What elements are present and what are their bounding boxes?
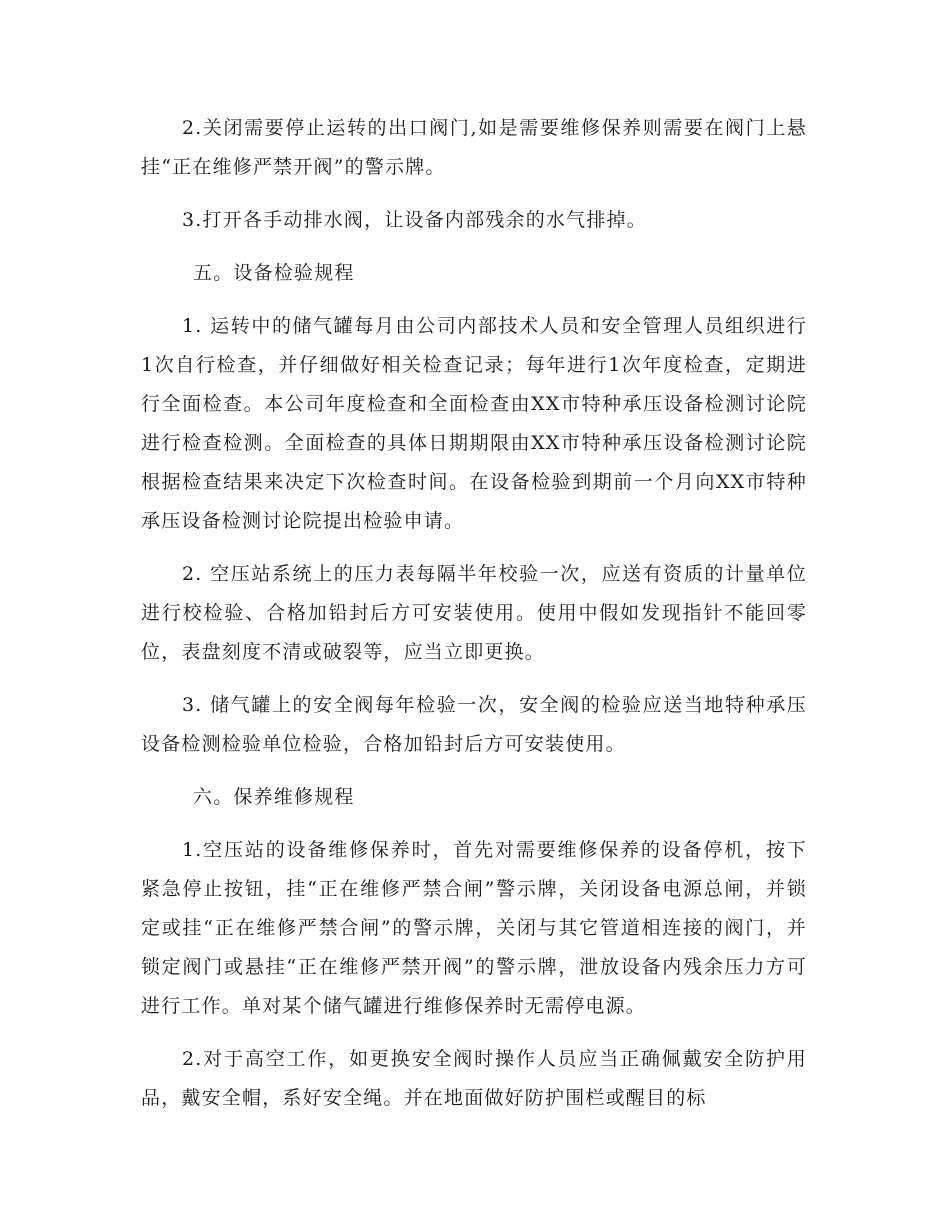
paragraph-pressure-gauge: 2. 空压站系统上的压力表每隔半年校验一次，应送有资质的计量单位进行校检验、合格加铅封后方可安装使用。使用中假如发现指针不能回零位，表盘刻度不清或破裂等，应当立即更换。 xyxy=(141,563,807,663)
paragraph-tank-inspection: 1. 运转中的储气罐每月由公司内部技术人员和安全管理人员组织进行1次自行检查，并仔细做好相关检查记录；每年进行1次年度检查，定期进行全面检查。本公司年度检查和全面检查由XX市特种承压设备检测讨论院进行检查检测。全面检查的具体日期期限由XX市特种承压设备检测讨论院根据检查结果来决定下次检查时间。在设备检验到期前一个月向XX市特种承压设备检测讨论院提出检验申请。 xyxy=(141,315,807,532)
paragraph-safety-valve: 3. 储气罐上的安全阀每年检验一次，安全阀的检验应送当地特种承压设备检测检验单位检验，合格加铅封后方可安装使用。 xyxy=(141,694,807,755)
section-heading-maintenance: 六。保养维修规程 xyxy=(193,786,355,808)
paragraph-high-altitude-work: 2.对于高空工作，如更换安全阀时操作人员应当正确佩戴安全防护用品，戴安全帽，系好安全绳。并在地面做好防护围栏或醒目的标 xyxy=(141,1048,807,1109)
paragraph-close-outlet-valve: 2.关闭需要停止运转的出口阀门,如是需要维修保养则需要在阀门上悬挂“正在维修严禁开阀”的警示牌。 xyxy=(141,117,807,178)
section-heading-inspection: 五。设备检验规程 xyxy=(193,262,355,284)
paragraph-open-drain-valves: 3.打开各手动排水阀，让设备内部残余的水气排掉。 xyxy=(182,209,647,231)
document-body xyxy=(141,109,807,1132)
paragraph-maintenance-procedure: 1.空压站的设备维修保养时，首先对需要维修保养的设备停机，按下紧急停止按钮，挂“正在维修严禁合闸”警示牌，关闭设备电源总闸，并锁定或挂“正在维修严禁合闸”的警示牌，关闭与其它管道相连接的阀门，并锁定阀门或悬挂“正在维修严禁开阀”的警示牌，泄放设备内残余压力方可进行工作。单对某个储气罐进行维修保养时无需停电源。 xyxy=(141,839,807,1017)
